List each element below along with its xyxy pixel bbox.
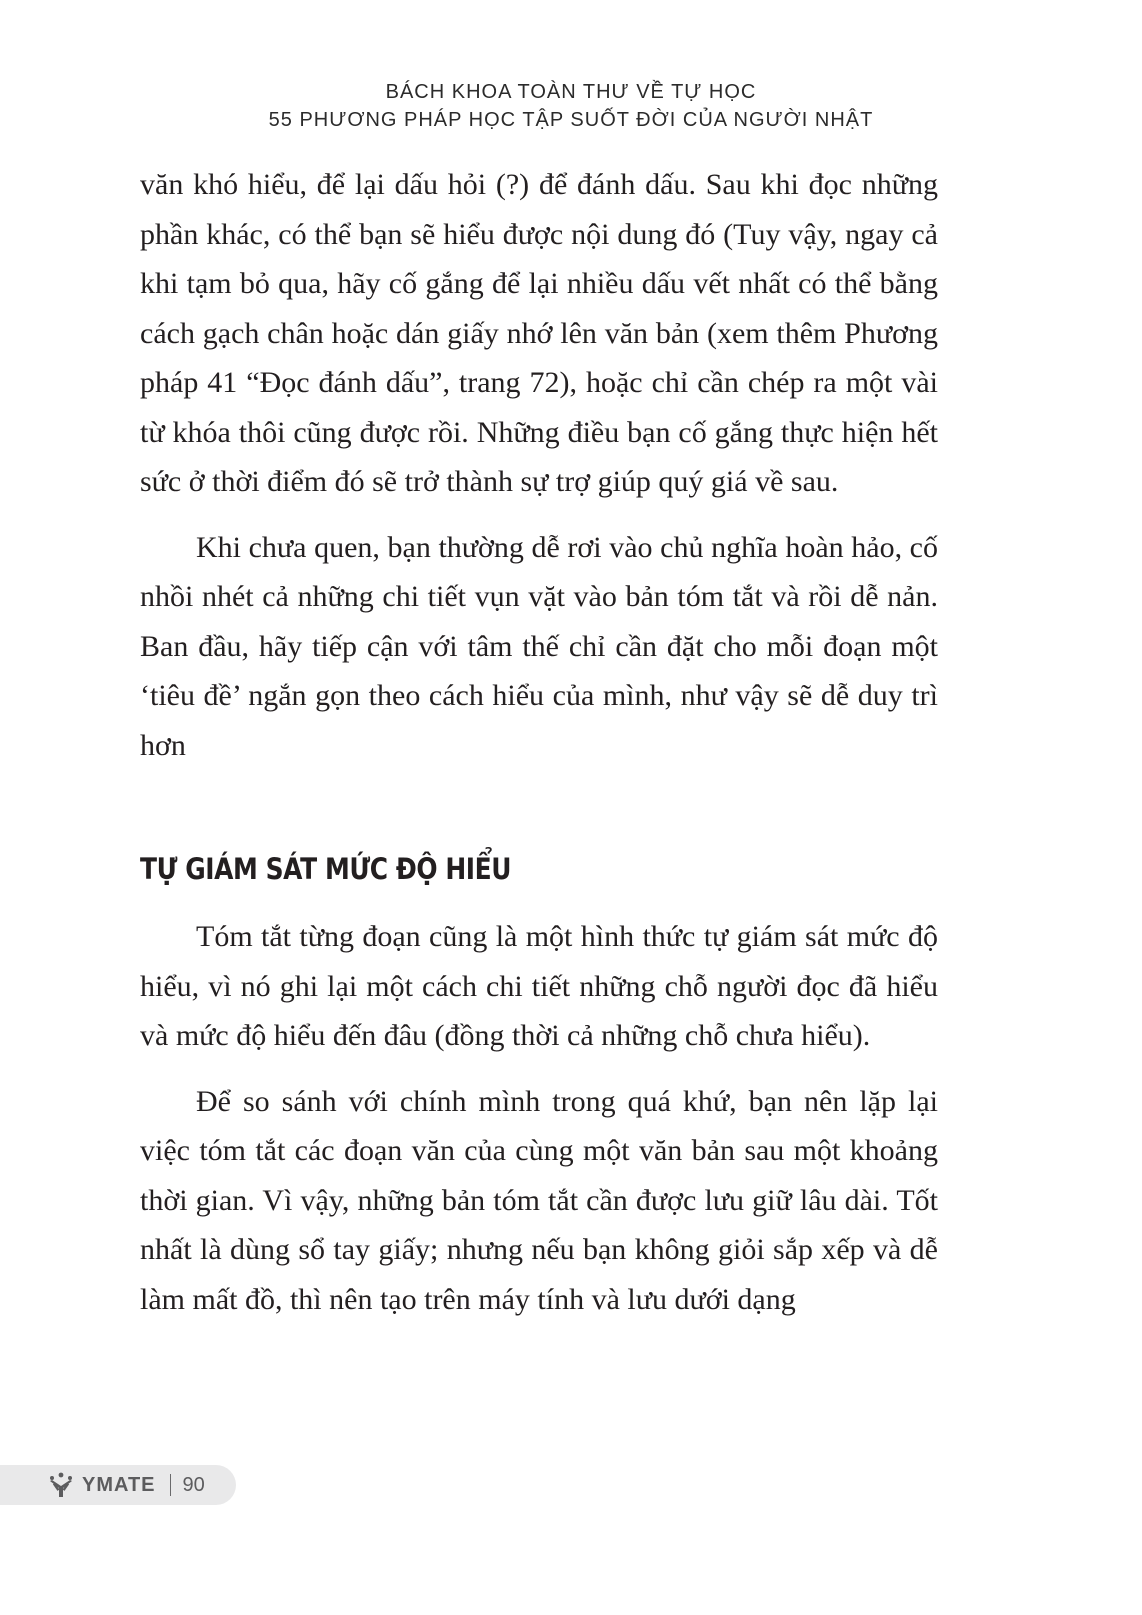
running-header (0, 78, 1142, 134)
brand-name: YMATE (82, 1473, 156, 1496)
paragraph: Tóm tắt từng đoạn cũng là một hình thức tự giám sát mức độ hiểu, vì nó ghi lại một cách chi tiết những chỗ người đọc đã hiểu và mức độ hiểu đến đâu (đồng thời cả những chỗ chưa hiểu). (140, 920, 938, 1052)
paragraph: Khi chưa quen, bạn thường dễ rơi vào chủ nghĩa hoàn hảo, cố nhồi nhét cả những chi tiết vụn vặt vào bản tóm tắt và rồi dễ nản. Ban đầu, hãy tiếp cận với tâm thế chỉ cần đặt cho mỗi đoạn một ‘tiêu đề’ ngắn gọn theo cách hiểu của mình, như vậy sẽ dễ duy trì hơn (140, 530, 938, 762)
page-number: 90 (182, 1473, 205, 1496)
section-heading: TỰ GIÁM SÁT MỨC ĐỘ HIỂU (140, 852, 512, 886)
paragraph-continued: văn khó hiểu, để lại dấu hỏi (?) để đánh dấu. Sau khi đọc những phần khác, có thể bạn sẽ hiểu được nội dung đó (Tuy vậy, ngay cả khi tạm bỏ qua, hãy cố gắng để lại nhiều dấu vết nhất có thể bằng cách gạch chân hoặc dán giấy nhớ lên văn bản (xem thêm Phương pháp 41 “Đọc đánh dấu”, trang 72), hoặc chỉ cần chép ra một vài từ khóa thôi cũng được rồi. Những điều bạn cố gắng thực hiện hết sức ở thời điểm đó sẽ trở thành sự trợ giúp quý giá về sau. (140, 168, 938, 498)
footer-divider (170, 1474, 171, 1496)
header-book-title: BÁCH KHOA TOÀN THƯ VỀ TỰ HỌC (385, 81, 757, 103)
page-body (140, 160, 938, 1340)
header-book-subtitle: 55 PHƯƠNG PHÁP HỌC TẬP SUỐT ĐỜI CỦA NGƯỜI NHẬT (268, 109, 874, 131)
ymate-logo-icon (46, 1470, 76, 1500)
page-footer-tab (0, 1465, 236, 1505)
paragraph: Để so sánh với chính mình trong quá khứ, bạn nên lặp lại việc tóm tắt các đoạn văn của cùng một văn bản sau một khoảng thời gian. Vì vậy, những bản tóm tắt cần được lưu giữ lâu dài. Tốt nhất là dùng sổ tay giấy; nhưng nếu bạn không giỏi sắp xếp và dễ làm mất đồ, thì nên tạo trên máy tính và lưu dưới dạng (140, 1084, 938, 1316)
